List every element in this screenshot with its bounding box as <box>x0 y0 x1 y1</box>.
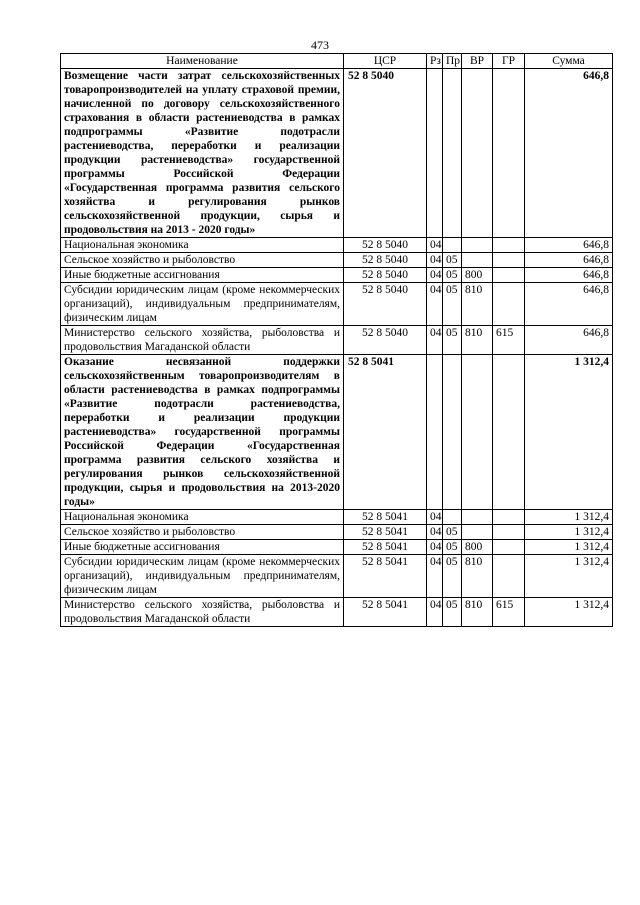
cell-sum: 646,8 <box>525 238 613 253</box>
table-row <box>61 283 613 326</box>
cell-rz: 04 <box>427 253 443 268</box>
cell-pr <box>443 69 462 238</box>
cell-gr: 615 <box>493 326 525 355</box>
cell-gr <box>493 355 525 510</box>
cell-csr: 52 8 5041 <box>344 510 427 525</box>
cell-pr: 05 <box>443 326 462 355</box>
table-row <box>61 326 613 355</box>
cell-vr <box>462 355 493 510</box>
table-row <box>61 238 613 253</box>
cell-pr <box>443 238 462 253</box>
cell-csr: 52 8 5040 <box>344 238 427 253</box>
cell-pr: 05 <box>443 540 462 555</box>
cell-rz <box>427 69 443 238</box>
cell-name: Сельское хозяйство и рыболовство <box>61 253 344 268</box>
cell-csr: 52 8 5041 <box>344 555 427 598</box>
table-row <box>61 253 613 268</box>
cell-vr: 800 <box>462 268 493 283</box>
page-number: 473 <box>311 38 329 52</box>
cell-gr <box>493 268 525 283</box>
cell-name: Субсидии юридическим лицам (кроме некоммерческих организаций), индивидуальным предпринимателям, физическим лицам <box>61 555 344 598</box>
cell-vr: 800 <box>462 540 493 555</box>
cell-vr: 810 <box>462 326 493 355</box>
cell-pr: 05 <box>443 253 462 268</box>
cell-rz: 04 <box>427 268 443 283</box>
cell-csr: 52 8 5040 <box>344 326 427 355</box>
cell-rz: 04 <box>427 238 443 253</box>
cell-pr: 05 <box>443 283 462 326</box>
cell-gr <box>493 525 525 540</box>
cell-sum: 646,8 <box>525 268 613 283</box>
table-row <box>61 555 613 598</box>
cell-vr: 810 <box>462 283 493 326</box>
cell-vr: 810 <box>462 598 493 627</box>
cell-pr: 05 <box>443 555 462 598</box>
header-gr: ГР <box>493 54 525 69</box>
header-pr: Пр <box>443 54 462 69</box>
cell-gr <box>493 69 525 238</box>
cell-name: Национальная экономика <box>61 238 344 253</box>
cell-name: Оказание несвязанной поддержки сельскохозяйственным товаропроизводителям в области растениеводства в рамках подпрограммы «Развитие подотрасли растениеводства, переработки и реализации продукции растениеводства» государственной программы Российской Федерации «Государственная программа развития сельского хозяйства и регулирования рынков сельскохозяйственной продукции, сырья и продовольствия на 2013-2020 годы» <box>61 355 344 510</box>
cell-sum: 1 312,4 <box>525 540 613 555</box>
cell-sum: 1 312,4 <box>525 355 613 510</box>
cell-csr: 52 8 5041 <box>344 540 427 555</box>
cell-rz: 04 <box>427 525 443 540</box>
cell-csr: 52 8 5040 <box>344 283 427 326</box>
cell-gr: 615 <box>493 598 525 627</box>
cell-rz: 04 <box>427 540 443 555</box>
table-header-row <box>61 54 613 69</box>
header-csr: ЦСР <box>344 54 427 69</box>
table-row <box>61 510 613 525</box>
cell-csr: 52 8 5041 <box>344 525 427 540</box>
cell-name: Национальная экономика <box>61 510 344 525</box>
cell-gr <box>493 253 525 268</box>
cell-gr <box>493 283 525 326</box>
cell-rz: 04 <box>427 283 443 326</box>
cell-sum: 646,8 <box>525 283 613 326</box>
cell-gr <box>493 510 525 525</box>
cell-vr <box>462 525 493 540</box>
cell-name: Возмещение части затрат сельскохозяйственных товаропроизводителей на уплату страховой премии, начисленной по договору сельскохозяйственного страхования в области растениеводства в рамках подпрограммы «Развитие подотрасли растениеводства, переработки и реализации продукции растениеводства» государственной программы Российской Федерации «Государственная программа развития сельского хозяйства и регулирования рынков сельскохозяйственной продукции, сырья и продовольствия на 2013 - 2020 годы» <box>61 69 344 238</box>
table-row <box>61 355 613 510</box>
cell-gr <box>493 555 525 598</box>
cell-rz: 04 <box>427 598 443 627</box>
cell-vr <box>462 69 493 238</box>
cell-csr: 52 8 5040 <box>344 253 427 268</box>
cell-name: Иные бюджетные ассигнования <box>61 268 344 283</box>
cell-csr: 52 8 5041 <box>344 598 427 627</box>
cell-name: Министерство сельского хозяйства, рыболовства и продовольствия Магаданской области <box>61 326 344 355</box>
cell-sum: 646,8 <box>525 326 613 355</box>
header-rz: Рз <box>427 54 443 69</box>
cell-vr <box>462 253 493 268</box>
cell-vr <box>462 510 493 525</box>
cell-rz <box>427 355 443 510</box>
budget-table <box>60 53 613 627</box>
cell-vr <box>462 238 493 253</box>
header-vr: ВР <box>462 54 493 69</box>
header-name: Наименование <box>61 54 344 69</box>
cell-gr <box>493 540 525 555</box>
table-body <box>61 69 613 627</box>
cell-rz: 04 <box>427 555 443 598</box>
table-row <box>61 540 613 555</box>
cell-pr <box>443 355 462 510</box>
cell-pr: 05 <box>443 598 462 627</box>
cell-sum: 646,8 <box>525 253 613 268</box>
header-sum: Сумма <box>525 54 613 69</box>
table-row <box>61 598 613 627</box>
cell-rz: 04 <box>427 326 443 355</box>
table-row <box>61 268 613 283</box>
cell-csr: 52 8 5041 <box>344 355 427 510</box>
cell-pr: 05 <box>443 268 462 283</box>
cell-sum: 1 312,4 <box>525 555 613 598</box>
cell-name: Сельское хозяйство и рыболовство <box>61 525 344 540</box>
cell-gr <box>493 238 525 253</box>
table-row <box>61 525 613 540</box>
cell-csr: 52 8 5040 <box>344 69 427 238</box>
cell-name: Иные бюджетные ассигнования <box>61 540 344 555</box>
cell-rz: 04 <box>427 510 443 525</box>
cell-sum: 1 312,4 <box>525 525 613 540</box>
cell-csr: 52 8 5040 <box>344 268 427 283</box>
table-row <box>61 69 613 238</box>
cell-sum: 646,8 <box>525 69 613 238</box>
cell-pr: 05 <box>443 525 462 540</box>
cell-vr: 810 <box>462 555 493 598</box>
cell-pr <box>443 510 462 525</box>
cell-name: Субсидии юридическим лицам (кроме некоммерческих организаций), индивидуальным предпринимателям, физическим лицам <box>61 283 344 326</box>
cell-sum: 1 312,4 <box>525 510 613 525</box>
cell-sum: 1 312,4 <box>525 598 613 627</box>
cell-name: Министерство сельского хозяйства, рыболовства и продовольствия Магаданской области <box>61 598 344 627</box>
